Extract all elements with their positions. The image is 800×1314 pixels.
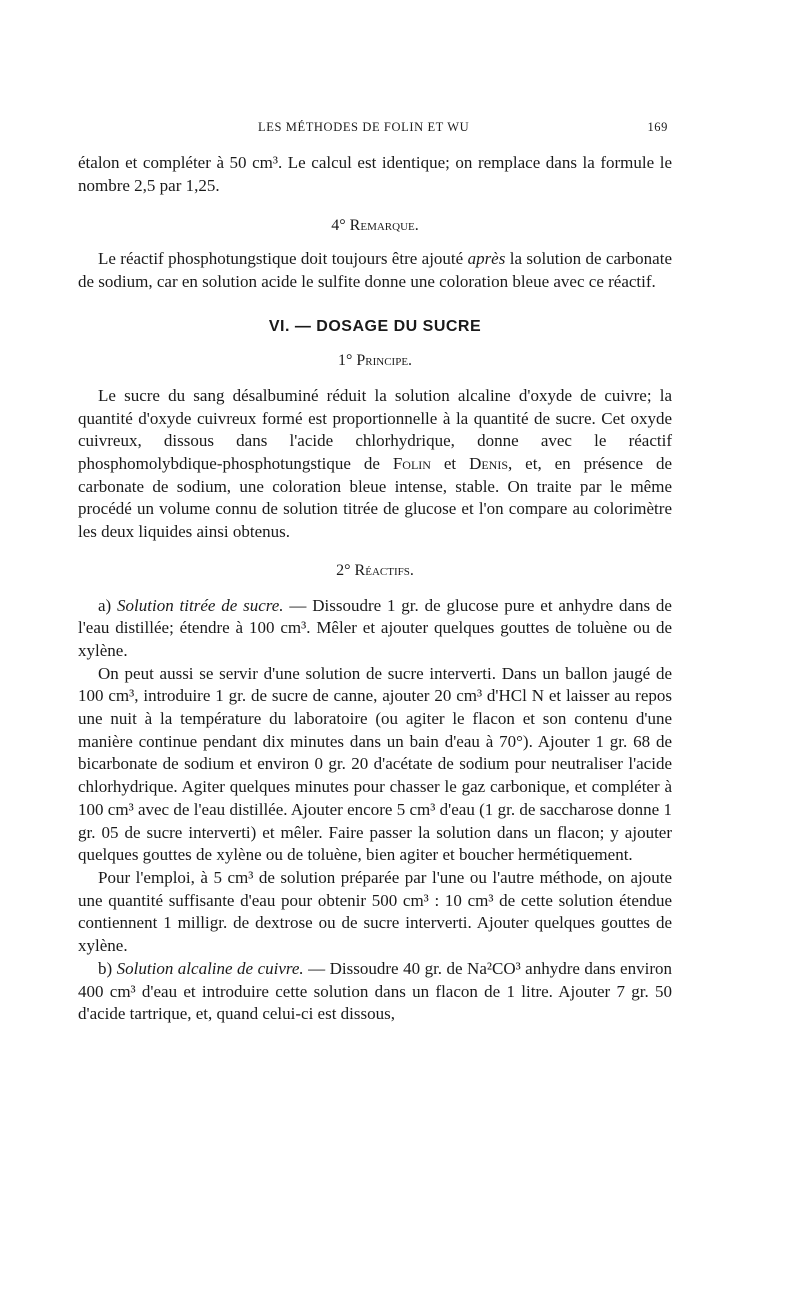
- text-run: — Dissoudre 40 gr. de Na²CO³ anhydre dans environ 400 cm³ d'eau et introduire cette solution dans un flacon de 1 litre. Ajouter 7 gr. 50 d'acide tartrique, et, quand celui-ci est dissous,: [78, 958, 672, 1024]
- subheading-number: 1°: [337, 352, 353, 370]
- subheading-reactifs: [78, 560, 672, 583]
- subheading-label: Réactifs.: [354, 561, 414, 579]
- text-run: — Dissoudre 1 gr. de glucose pure et anhydre dans de l'eau distillée; étendre à 100 cm³. Mêler et ajouter quelques gouttes de toluène ou de xylène.: [78, 595, 672, 660]
- paragraph-remarque: [78, 248, 672, 293]
- italic-text: Solution alcaline de cuivre.: [116, 958, 304, 978]
- text-run: , et, en présence de carbonate de sodium, une coloration bleue intense, stable. On traite par le même procédé un volume connu de solution titrée de glucose et l'on compare au colorimètre les deux liquides ainsi obtenus.: [78, 454, 672, 542]
- text-run: Le réactif phosphotungstique doit toujours être ajouté: [98, 249, 468, 269]
- page-body: [78, 152, 672, 1026]
- item-label: b): [98, 958, 117, 978]
- paragraph-principe: [78, 385, 672, 544]
- text-run: et: [430, 454, 470, 474]
- subheading-number: 2°: [336, 561, 351, 579]
- text-run: Le sucre du sang désalbuminé réduit la solution alcaline d'oxyde de cuivre; la quantité d'oxyde cuivreux formé est proportionnelle à la quantité de sucre. Cet oxyde cuivreux, dissous dans l'acide chlorhydrique, donne avec le réactif phosphomolybdique-phosphotungstique de: [78, 385, 672, 474]
- subheading-label: Remarque.: [349, 217, 419, 235]
- subheading-principe: [78, 350, 672, 373]
- italic-text: après: [467, 249, 506, 269]
- italic-text: Solution titrée de sucre.: [117, 595, 284, 615]
- author-name: Folin: [392, 454, 431, 474]
- paragraph-solution-cuivre: [78, 958, 672, 1026]
- paragraph-solution-titree: [78, 595, 672, 663]
- item-label: a): [98, 595, 118, 615]
- subheading-number: 4°: [331, 217, 346, 235]
- page-number: 169: [647, 120, 668, 134]
- subheading-label: Principe.: [356, 352, 413, 370]
- text-run: la solution de carbonate de sodium, car en solution acide le sulfite donne une coloration bleue avec ce réactif.: [78, 249, 672, 291]
- running-title: LES MÉTHODES DE FOLIN ET WU: [258, 120, 470, 134]
- subheading-remarque: [78, 215, 672, 238]
- paragraph-emploi: Pour l'emploi, à 5 cm³ de solution préparée par l'une ou l'autre méthode, on ajoute une quantité suffisante d'eau pour obtenir 500 cm³ : 10 cm³ de cette solution étendue contiennent 1 milligr. de dextrose ou de sucre interverti. Ajouter quelques gouttes de xylène.: [78, 867, 672, 956]
- author-name: Denis: [469, 454, 509, 474]
- paragraph-sucre-interverti: On peut aussi se servir d'une solution de sucre interverti. Dans un ballon jaugé de 100 cm³, introduire 1 gr. de sucre de canne, ajouter 20 cm³ d'HCl N et laisser au repos une nuit à la température du laboratoire (ou agiter le flacon et son contenu d'une manière continue pendant dix minutes dans un bain d'eau à 70°). Ajouter 1 gr. 68 de bicarbonate de sodium et environ 0 gr. 20 d'acétate de sodium pour neutraliser l'acide chlorhydrique. Agiter quelques minutes pour chasser le gaz carbonique, et compléter à 100 cm³ avec de l'eau distillée. Ajouter encore 5 cm³ d'eau (1 gr. de saccharose donne 1 gr. 05 de sucre interverti) et mêler. Faire passer la solution dans un flacon; y ajouter quelques gouttes de xylène ou de toluène, bien agiter et boucher hermétiquement.: [78, 663, 672, 865]
- section-title: VI. — DOSAGE DU SUCRE: [268, 317, 482, 335]
- paragraph-calcul: étalon et compléter à 50 cm³. Le calcul est identique; on remplace dans la formule le nombre 2,5 par 1,25.: [78, 153, 672, 195]
